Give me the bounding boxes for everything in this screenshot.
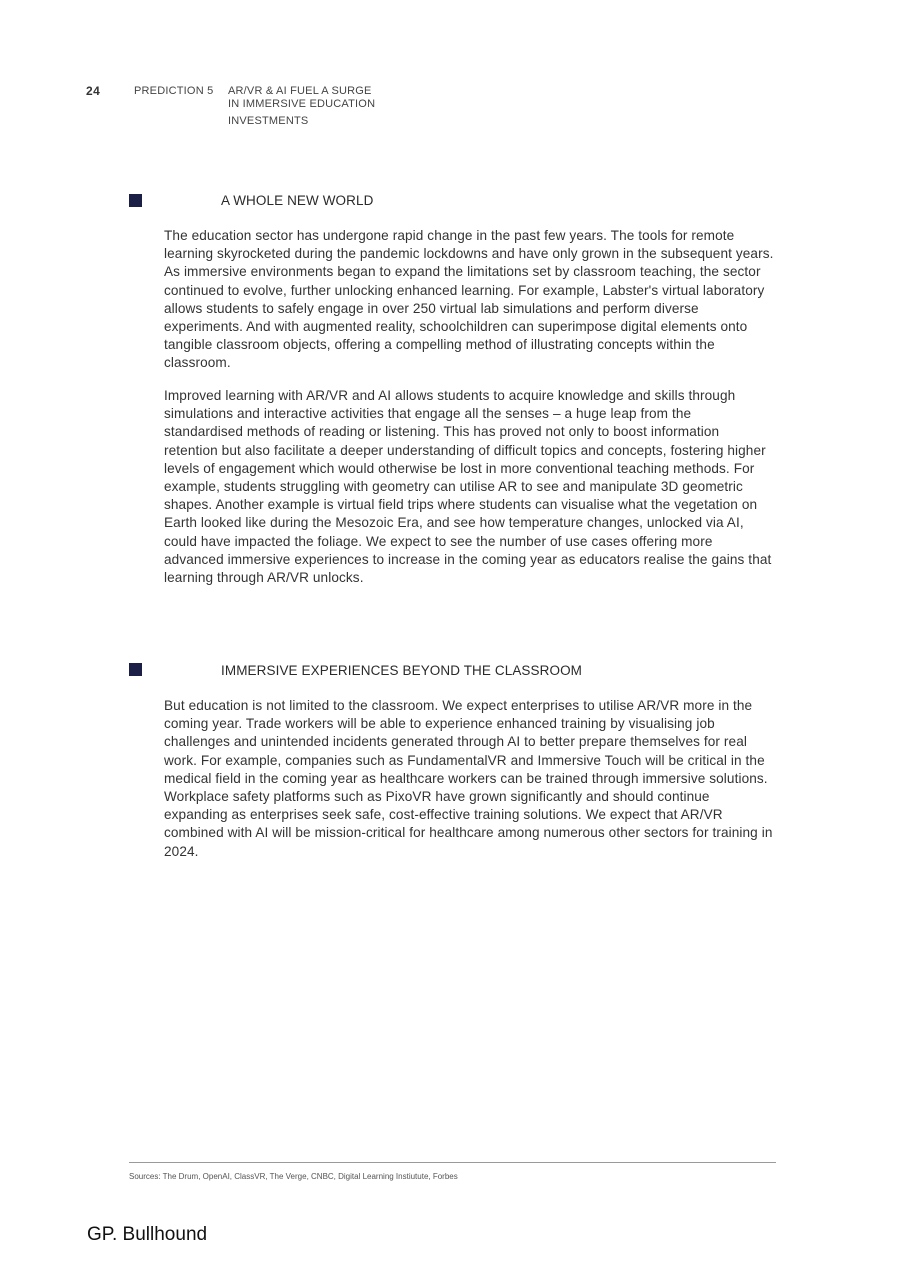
body-paragraph: But education is not limited to the classroom. We expect enterprises to utilise AR/VR more in the coming year. Trade workers will be able to experience enhanced training by visualising job challenges and unintended incidents generated through AI to better prepare themselves for real work. For example, companies such as FundamentalVR and Immersive Touch will be critical in the medical field in the coming year as healthcare workers can be trained through immersive solutions. Workplace safety platforms such as PixoVR have grown significantly and should continue expanding as enterprises seek safe, cost-effective training solutions. We expect that AR/VR combined with AI will be mission-critical for healthcare among numerous other sectors for training in 2024. <box>164 698 773 859</box>
section-marker-square <box>129 663 142 676</box>
section-heading: IMMERSIVE EXPERIENCES BEYOND THE CLASSROOM <box>221 663 583 678</box>
header-title-line-2: IN IMMERSIVE EDUCATION <box>228 97 376 110</box>
footer-divider <box>129 1162 776 1163</box>
section-heading: A WHOLE NEW WORLD <box>221 193 374 208</box>
prediction-label: PREDICTION 5 <box>134 85 214 97</box>
body-paragraph: Improved learning with AR/VR and AI allows students to acquire knowledge and skills through simulations and interactive activities that engage all the senses – a huge leap from the standardised methods of reading or listening. This has proved not only to boost information retention but also facilitate a deeper understanding of difficult topics and concepts, fostering higher levels of engagement which would otherwise be lost in more conventional teaching methods. For example, students struggling with geometry can utilise AR to see and manipulate 3D geometric shapes. Another example is virtual field trips where students can visualise what the vegetation on Earth looked like during the Mesozoic Era, and see how temperature changes, unlocked via AI, could have impacted the foliage. We expect to see the number of use cases offering more advanced immersive experiences to increase in the coming year as educators realise the gains that learning through AR/VR unlocks. <box>164 388 772 586</box>
header-title <box>228 85 428 128</box>
body-paragraph: The education sector has undergone rapid change in the past few years. The tools for remote learning skyrocketed during the pandemic lockdowns and have only grown in the subsequent years. As immersive environments began to expand the limitations set by classroom teaching, the sector continued to evolve, further unlocking enhanced learning. For example, Labster's virtual laboratory allows students to safely engage in over 250 virtual lab simulations and perform diverse experiments. And with augmented reality, schoolchildren can superimpose digital elements onto tangible classroom objects, offering a compelling method of illustrating concepts within the classroom. <box>164 228 774 371</box>
header-title-line-3: INVESTMENTS <box>228 115 309 127</box>
brand-logo-text: GP. Bullhound <box>87 1224 208 1245</box>
header-title-line-1: AR/VR & AI FUEL A SURGE <box>228 85 372 97</box>
section-marker-square <box>129 194 142 207</box>
sources-footnote: Sources: The Drum, OpenAI, ClassVR, The Verge, CNBC, Digital Learning Instiutute, Forbes <box>129 1172 458 1181</box>
page-number: 24 <box>86 84 101 98</box>
